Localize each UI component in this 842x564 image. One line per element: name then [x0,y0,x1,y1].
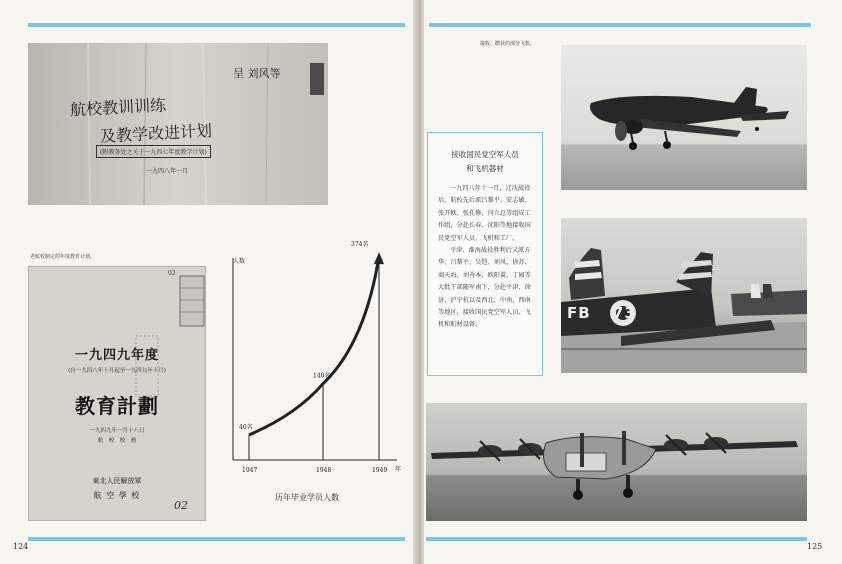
history-textbox [427,132,543,376]
plan-org-line1: 東北人民解放軍 [92,477,142,485]
plan-handwritten-number: 02 [174,499,188,512]
chart-title: 历年毕业学员人数 [275,493,339,502]
textbox-paragraph-2: 平津、淮海战役胜利后又派方华、吕黎平、吴恺、刘风、徐苏、商天海、刘善本、欧阳翼、丁园等大批干部随军南下，分赴平津、徐济、沪宁杭以及西北、中南、西南等地区，接收国民党空军人员、飞机和航材设备。 [438,247,531,329]
plan-title-line2: 教育計劃 [75,394,159,418]
handwriting-boxed-line: (附教务处之关于一九四七年度教学计划) [96,145,211,158]
aircraft-photo-transport [561,45,807,190]
fighter-planes-image [561,218,807,373]
chart-x-axis-unit: 年 [395,466,402,473]
handwriting-line1: 航校教训训练 [69,95,167,120]
handwriting-date: 一九四八年一月 [146,168,189,175]
chart-x-tick-label: 1947 [242,467,258,474]
plan-dept-line: 航 校 校 務 [97,438,137,444]
bomber-plane-image [426,403,807,521]
aircraft-marking-small: 12 [711,264,720,272]
chart-svg [225,228,415,508]
chart-y-axis-label: 人数 [233,258,246,265]
aircraft-photo-bomber [426,403,807,521]
page-number-left: 124 [13,542,29,551]
page-number-right: 125 [807,542,823,551]
bottom-rule-right [426,537,807,541]
transport-plane-image [561,45,807,190]
chart-data-label: 374名 [351,241,369,249]
handwriting-line2: 及教学改进计划 [99,121,213,146]
plan-subtitle: (自一九四八年十月起至一九四九年十月) [68,368,166,374]
plan-title-line1: 一九四九年度 [74,348,159,363]
bottom-rule-left [28,537,405,541]
chart-data-label: 46名 [239,423,253,431]
handwritten-document-photo [28,43,328,205]
education-plan-document-photo [28,266,206,521]
textbox-title-line1: 接收国民党空军人员 [451,150,519,159]
chart-series-line [249,256,379,435]
aircraft-photo-fighters [561,218,807,373]
textbox-paragraph-1: 一九四八年十一月，辽沈战役后，航校先后派吕黎平、安志敏、张开帙、张孔修、闫立总等组成工作组，分赴长春、沈阳等地接收国民党空军人员、飞机和工厂。 [438,185,531,242]
top-rule-left [28,23,405,27]
plan-org-line2: 航 空 學 校 [93,491,141,500]
caption-plan: 老航校制定的年度教育计划。 [30,254,96,260]
plan-date-line: 一九四九年一月十八日 [89,428,145,434]
chart-x-tick-label: 1948 [316,467,332,474]
right-page [424,0,842,564]
chart-data-label: 140名 [313,372,331,380]
handwriting-signature: 呈 刘风等 [233,67,281,80]
textbox-title-line2: 和飞机器材 [466,164,504,173]
plan-stamp-number: 02 [168,270,176,277]
top-rule-right [429,23,811,27]
left-page [0,0,418,564]
caption-aircraft: 接收、缴获的部分飞机。 [480,41,536,47]
textbox-body [438,183,532,332]
graduates-chart [225,228,415,508]
aircraft-marking: FB 73 [567,304,636,322]
chart-x-tick-label: 1949 [372,467,388,474]
